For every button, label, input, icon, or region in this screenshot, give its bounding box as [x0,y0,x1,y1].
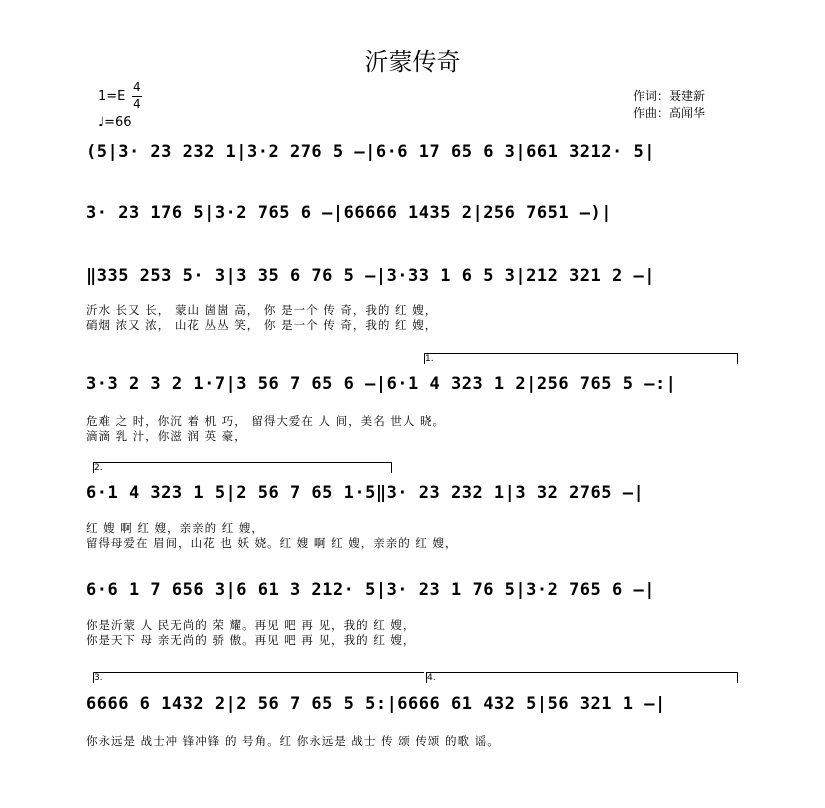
score-row-3: ‖335 253 5· 3|3 35 6 76 5 –|3·33 1 6 5 3|212 321 2 –| [86,266,655,286]
song-title: 沂蒙传奇 [364,48,461,76]
score-row-7: 6666 6 1432 2|2 56 7 65 5 5:|6666 61 432 5|56 321 1 –| [86,694,666,714]
lyric-row-7: 你永远是 战士冲 锋冲锋 的 号角。红 你永远是 战士 传 颂 传颂 的歌 谣。 [86,734,500,748]
lyric-row-3-verse-2: 硝烟 浓又 浓， 山花 丛丛 笑， 你 是一个 传 奇，我的 红 嫂， [86,318,438,332]
score-row-4: 3·3 2 3 2 1·7|3 56 7 65 6 –|6·1 4 323 1 2|256 765 5 –:| [86,374,677,394]
lyric-row-4-verse-2: 滴滴 乳 汁，你滋 润 英 豪， [86,429,247,443]
lyric-row-5-verse-2: 留得母爱在 眉间，山花 也 妖 娆。红 嫂 啊 红 嫂，亲亲的 红 嫂， [86,536,458,550]
lyric-row-3-verse-1: 沂水 长又 长， 蒙山 崮崮 高， 你 是一个 传 奇，我的 红 嫂， [86,303,438,317]
volta-bracket-4: 4. [426,672,738,683]
lyric-row-6-verse-1: 你是沂蒙 人 民无尚的 荣 耀。再见 吧 再 见，我的 红 嫂， [86,618,416,632]
score-row-1: (5|3· 23 232 1|3·2 276 5 –|6·6 17 65 6 3|661 3212· 5| [86,142,655,162]
time-signature-top: 4 [133,80,141,94]
score-row-5: 6·1 4 323 1 5|2 56 7 65 1·5‖3· 23 232 1|3 32 2765 –| [86,483,645,503]
key-signature: 1=E [98,89,126,104]
tempo-marking: ♩=66 [98,115,132,130]
credits [633,88,705,122]
volta-bracket-1: 1. [424,353,738,364]
score-row-2: 3· 23 176 5|3·2 765 6 –|66666 1435 2|256 7651 –)| [86,203,613,223]
composer: 作曲：高闻华 [633,106,706,120]
volta-bracket-3: 3. [93,672,424,683]
lyricist: 作词：聂建新 [633,89,706,103]
lyric-row-5-verse-1: 红 嫂 啊 红 嫂，亲亲的 红 嫂， [86,521,264,535]
volta-bracket-2: 2. [93,462,392,473]
lyric-row-6-verse-2: 你是天下 母 亲无尚的 骄 傲。再见 吧 再 见，我的 红 嫂， [86,633,416,647]
lyric-row-4-verse-1: 危难 之 时，你沉 着 机 巧， 留得大爱在 人 间，美名 世人 晓。 [86,414,446,428]
time-signature-bottom: 4 [133,97,141,111]
score-row-6: 6·6 1 7 656 3|6 61 3 212· 5|3· 23 1 76 5|3·2 765 6 –| [86,580,655,600]
